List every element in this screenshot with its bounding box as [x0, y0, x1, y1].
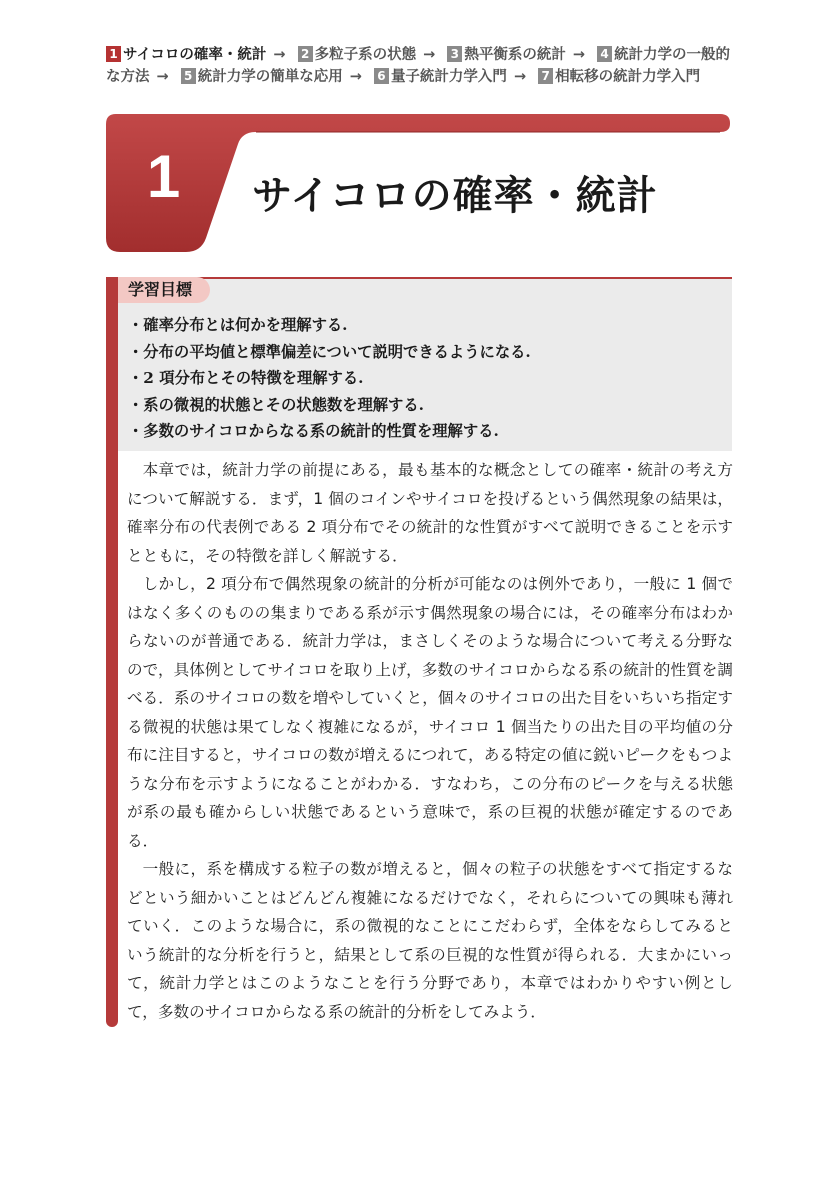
arrow-right-icon: →	[513, 69, 527, 85]
breadcrumb-item-2[interactable]	[298, 47, 417, 63]
arrow-right-icon: →	[273, 47, 286, 63]
breadcrumb-label: 統計力学の簡単な応用	[197, 69, 343, 85]
breadcrumb-label: サイコロの確率・統計	[123, 47, 267, 63]
breadcrumb-item-6[interactable]	[374, 69, 507, 85]
objective-item: ・2 項分布とその特徴を理解する.	[128, 369, 364, 387]
objective-item: ・分布の平均値と標準偏差について説明できるようになる.	[128, 342, 531, 361]
arrow-right-icon: →	[423, 47, 436, 63]
body-paragraph: 本章では，統計力学の前提にある，最も基本的な概念としての確率・統計の考え方について解説する．まず，1 個のコインやサイコロを投げるという偶然現象の結果は，確率分布の代表例である 2 項分布でその統計的な性質がすべて説明できることを示すとともに，その特徴を詳しく解説する．	[127, 461, 733, 565]
breadcrumb-item-1[interactable]	[106, 47, 266, 63]
breadcrumb-label: 相転移の統計力学入門	[555, 69, 701, 85]
chapter-sidebar-bar	[106, 277, 118, 1027]
chapter-intro	[127, 456, 733, 1026]
breadcrumb	[106, 44, 736, 88]
objective-item: ・系の微視的状態とその状態数を理解する.	[128, 395, 424, 414]
arrow-right-icon: →	[156, 69, 169, 85]
breadcrumb-label: 統計力学の一般的な方法	[106, 47, 731, 85]
chapter-number-badge: 7	[538, 68, 553, 84]
chapter-number: 1	[146, 143, 181, 210]
objectives-list	[128, 312, 531, 445]
objective-item: ・確率分布とは何かを理解する.	[128, 316, 348, 334]
chapter-title: サイコロの確率・統計	[252, 173, 658, 219]
chapter-number-badge: 3	[447, 46, 462, 62]
objective-item: ・多数のサイコロからなる系の統計的性質を理解する.	[128, 422, 499, 440]
breadcrumb-label: 量子統計力学入門	[390, 69, 507, 85]
breadcrumb-item-3[interactable]	[447, 47, 566, 63]
chapter-number-badge: 6	[374, 68, 389, 84]
breadcrumb-item-7[interactable]	[538, 69, 700, 85]
chapter-number-badge: 4	[597, 46, 612, 62]
body-paragraph: しかし，2 項分布で偶然現象の統計的分析が可能なのは例外であり，一般に 1 個ではなく多くのものの集まりである系が示す偶然現象の場合には，その確率分布はわからないのが普通である．統計力学は，まさしくそのような場合について考える分野なので，具体例としてサイコロを取り上げ，多数のサイコロからなる系の統計的性質を調べる．系のサイコロの数を増やしていくと，個々のサイコロの出た目をいちいち指定する微視的状態は果てしなく複雑になるが，サイコロ 1 個当たりの出た目の平均値の分布に注目すると，サイコロの数が増えるにつれて，ある特定の値に鋭いピークをもつような分布を示すようになることがわかる．すなわち，この分布のピークを与える状態が系の最も確からしい状態であるという意味で，系の巨視的状態が確定するのである．	[127, 575, 733, 850]
objectives-label: 学習目標	[118, 277, 210, 303]
chapter-header	[106, 114, 730, 254]
arrow-right-icon: →	[572, 47, 585, 63]
breadcrumb-label: 熱平衡系の統計	[464, 47, 566, 63]
arrow-right-icon: →	[349, 69, 362, 85]
chapter-number-badge: 1	[106, 46, 121, 62]
chapter-number-badge: 5	[181, 68, 196, 84]
chapter-number-badge: 2	[298, 46, 313, 62]
breadcrumb-label: 多粒子系の状態	[314, 47, 417, 63]
body-paragraph: 一般に，系を構成する粒子の数が増えると，個々の粒子の状態をすべて指定するなどという細かいことはどんどん複雑になるだけでなく，それらについての興味も薄れていく．このような場合に，系の微視的なことにこだわらず，全体をならしてみるという統計的な分析を行うと，結果として系の巨視的な性質が得られる．大まかにいって，統計力学とはこのようなことを行う分野であり，本章ではわかりやすい例として，多数のサイコロからなる系の統計的分析をしてみよう．	[127, 860, 733, 1021]
breadcrumb-item-5[interactable]	[181, 69, 343, 85]
